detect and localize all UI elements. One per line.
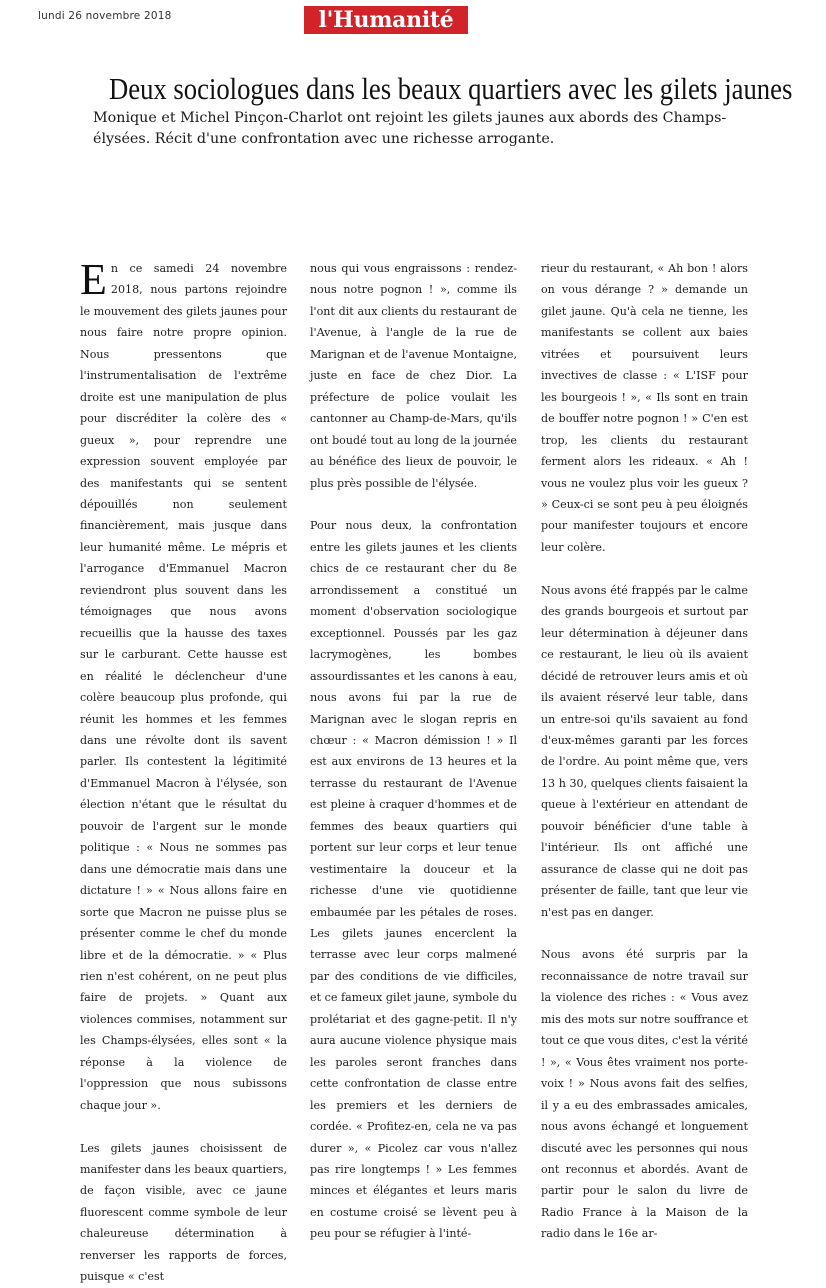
- paragraph: Nous avons été surpris par la reconnaissance de notre travail sur la violence des riches : « Vous avez mis des mots sur notre souffrance et tout ce que vous dites, c'est la vérité ! », « Vous êtes vraiment nos porte-voix ! » Nous avons fait des selfies, il y a eu des embrassades amicales, nous avons échangé et longuement discuté avec les personnes qui nous ont reconnus et abordés. Avant de partir pour le salon du livre de Radio France à la Maison de la radio dans le 16e ar-: [541, 948, 748, 1241]
- article-column-3: [541, 258, 748, 1245]
- publication-date: lundi 26 novembre 2018: [38, 10, 172, 22]
- article-column-1: [80, 255, 287, 1288]
- article-title: Deux sociologues dans les beaux quartiers avec les gilets jaunes: [109, 70, 793, 106]
- paragraph-text: n ce samedi 24 novembre 2018, nous partons rejoindre le mouvement des gilets jaunes pour nous faire notre propre opinion. Nous pressentons que l'instrumentalisation de l'extrême droite est une manipulation de plus pour discréditer la colère des « gueux », pour reprendre une expression souvent employée par des manifestants qui se sentent dépouillés non seulement financièrement, mais jusque dans leur humanité même. Le mépris et l'arrogance d'Emmanuel Macron reviendront plus souvent dans les témoignages que nous avons recueillis que la hausse des taxes sur le carburant. Cette hausse est en réalité le déclencheur d'une colère beaucoup plus profonde, qui réunit les hommes et les femmes dans une révolte dont ils savent parler. Ils contestent la légitimité d'Emmanuel Macron à l'élysée, son élection n'étant que le résultat du pouvoir de l'argent sur le monde politique : « Nous ne sommes pas dans une démocratie mais dans une dictature ! » « Nous allons faire en sorte que Macron ne puisse plus se présenter comme le chef du monde libre et de la démocratie. » « Plus rien n'est cohérent, on ne peut plus faire de projets. » Quant aux violences commises, notamment sur les Champs-élysées, elles sont « la réponse à la violence de l'oppression que nous subissons chaque jour ».: [80, 262, 287, 1112]
- paragraph: Pour nous deux, la confrontation entre les gilets jaunes et les clients chics de ce restaurant cher du 8e arrondissement a constitué un moment d'observation sociologique exceptionnel. Poussés par les gaz lacrymogènes, les bombes assourdissantes et les canons à eau, nous avons fui par la rue de Marignan avec le slogan repris en chœur : « Macron démission ! » Il est aux environs de 13 heures et la terrasse du restaurant de l'Avenue est pleine à craquer d'hommes et de femmes des beaux quartiers qui portent sur leur corps et leur tenue vestimentaire la douceur et la richesse d'une vie quotidienne embaumée par les pétales de roses. Les gilets jaunes encerclent la terrasse avec leur corps malmené par des conditions de vie difficiles, et ce fameux gilet jaune, symbole du prolétariat et des gagne-petit. Il n'y aura aucune violence physique mais les paroles seront franches dans cette confrontation de classe entre les premiers et les derniers de cordée. « Profitez-en, cela ne va pas durer », « Picolez car vous n'allez pas rire longtemps ! » Les femmes minces et élégantes et leurs maris en costume croisé se lèvent peu à peu pour se réfugier à l'inté-: [310, 519, 517, 1241]
- article-standfirst: Monique et Michel Pinçon-Charlot ont rejoint les gilets jaunes aux abords des Champs-élysées. Récit d'une confrontation avec une richesse arrogante.: [93, 110, 727, 147]
- paragraph: Nous avons été frappés par le calme des grands bourgeois et surtout par leur détermination à déjeuner dans ce restaurant, le lieu où ils avaient décidé de retrouver leurs amis et où ils avaient réservé leur table, dans un entre-soi qu'ils savaient au fond d'eux-mêmes garanti par les forces de l'ordre. Au point même que, vers 13 h 30, quelques clients faisaient la queue à l'extérieur en attendant de pouvoir bénéficier d'une table à l'intérieur. Ils ont affiché une assurance de classe qui ne doit pas présenter de faille, tant que leur vie n'est pas en danger.: [541, 583, 748, 919]
- paragraph: nous qui vous engraissons : rendez-nous notre pognon ! », comme ils l'ont dit aux clients du restaurant de l'Avenue, à l'angle de la rue de Marignan et de l'avenue Montaigne, juste en face de chez Dior. La préfecture de police voulait les cantonner au Champ-de-Mars, qu'ils ont boudé tout au long de la journée au bénéfice des lieux de pouvoir, le plus près possible de l'élysée.: [310, 262, 517, 490]
- article-column-2: [310, 258, 517, 1245]
- paragraph: Les gilets jaunes choisissent de manifester dans les beaux quartiers, de façon visible, avec ce jaune fluorescent comme symbole de leur chaleureuse détermination à renverser les rapports de forces, puisque « c'est: [80, 1141, 287, 1284]
- paragraph: [80, 255, 287, 1116]
- drop-cap: E: [80, 255, 107, 304]
- newspaper-logo: l'Humanité: [304, 6, 468, 34]
- paragraph: rieur du restaurant, « Ah bon ! alors on vous dérange ? » demande un gilet jaune. Qu'à cela ne tienne, les manifestants se collent aux baies vitrées et poursuivent leurs invectives de classe : « L'ISF pour les bourgeois ! », « Ils sont en train de bouffer notre pognon ! » C'en est trop, les clients du restaurant ferment alors les rideaux. « Ah ! vous ne voulez plus voir les gueux ? » Ceux-ci se sont peu à peu éloignés pour manifester toujours et encore leur colère.: [541, 262, 748, 554]
